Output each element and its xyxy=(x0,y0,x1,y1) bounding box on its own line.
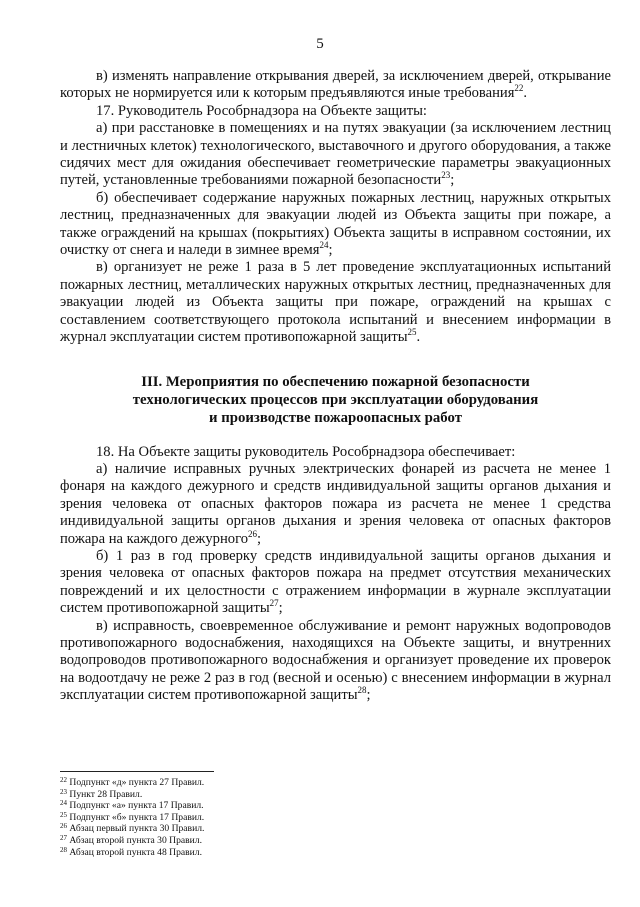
section-heading-line: технологических процессов при эксплуатации оборудования xyxy=(132,391,539,408)
paragraph-clause-18: 18. На Объекте защиты руководитель Рособрнадзора обеспечивает: xyxy=(96,443,516,460)
page-number: 5 xyxy=(316,36,324,52)
paragraph-item-b-stairs: б) обеспечивает содержание наружных пожарных лестниц, наружных открытых лестниц, предназначенных для эвакуации людей из Объекта защиты при пожаре, а также ограждений на крышах (покрытиях) Объекта защиты в исправном состоянии, их очистку от снега и наледи в зимнее время$^{24}$; xyxy=(60,189,611,259)
paragraph-item-a-equipment: а) при расстановке в помещениях и на путях эвакуации (за исключением лестниц и лестничных клеток) технологического, выставочного и другого оборудования, а также сидячих мест для ожидания обеспечивает геометрические параметры эвакуационных путей, установленные требованиями пожарной безопасности$^{23}$; xyxy=(60,120,611,189)
section-heading xyxy=(60,373,611,427)
footnote-ref: 26 xyxy=(248,528,257,539)
footnote-ref: 25 xyxy=(407,327,417,338)
footnote-divider xyxy=(60,771,214,772)
paragraph-item-v-tests: в) организует не реже 1 раза в 5 лет проведение эксплуатационных испытаний пожарных лестниц, металлических наружных открытых лестниц, предназначенных для эвакуации людей из Объекта защиты при пожаре, ограждений на крышах с составлением соответствующего протокола испытаний и внесением информации в журнал эксплуатации систем противопожарной защиты$^{25}$. xyxy=(60,259,611,346)
paragraph-item-a-flashlights: а) наличие исправных ручных электрических фонарей из расчета не менее 1 фонаря на каждого дежурного и средств индивидуальной защиты органов дыхания и зрения человека от опасных факторов пожара из расчета не менее 1 средства индивидуальной защиты органов дыхания и зрения человека от опасных факторов пожара на каждого дежурного$^{26}$; xyxy=(60,460,611,547)
footnote-item: $^{26}$ Абзац первый пункта 30 Правил. xyxy=(60,822,205,835)
footnote-item: $^{27}$ Абзац второй пункта 30 Правил. xyxy=(60,833,202,846)
section-heading-line: и производстве пожароопасных работ xyxy=(209,409,462,426)
footnote-item: $^{23}$ Пункт 28 Правил. xyxy=(60,787,143,800)
footnote-ref: 28 xyxy=(357,685,367,696)
footnote-item: $^{28}$ Абзац второй пункта 48 Правил. xyxy=(60,845,202,858)
footnote-ref: 22 xyxy=(514,83,524,94)
paragraph-item-v-doors: в) изменять направление открывания дверей, за исключением дверей, открывание которых не нормируется или к которым предъявляются иные требования$^{22}$. xyxy=(60,68,611,102)
footnote-ref: 23 xyxy=(441,170,451,181)
footnote-ref: 27 xyxy=(269,598,279,609)
footnotes-list xyxy=(60,777,460,858)
section-heading-line: III. Мероприятия по обеспечению пожарной безопасности xyxy=(141,373,530,390)
paragraph-item-v-water-supply: в) исправность, своевременное обслуживание и ремонт наружных водопроводов противопожарного водоснабжения, находящихся на Объекте защиты, и внутренних водопроводов противопожарного водоснабжения и организует проведение их проверок на водоотдачу не реже 2 раз в год (весной и осенью) с внесением информации в журнал эксплуатации систем противопожарной защиты$^{28}$; xyxy=(60,617,611,704)
footnote-item: $^{25}$ Подпункт «б» пункта 17 Правил. xyxy=(60,810,205,823)
footnote-ref: 24 xyxy=(319,240,329,251)
paragraph-item-b-ppe-check: б) 1 раз в год проверку средств индивидуальной защиты органов дыхания и зрения человека от опасных факторов пожара на предмет отсутствия механических повреждений и их целостности с отражением информации в журнале эксплуатации систем противопожарной защиты$^{27}$; xyxy=(60,547,611,617)
footnote-item: $^{24}$ Подпункт «а» пункта 17 Правил. xyxy=(60,799,204,812)
paragraph-clause-17: 17. Руководитель Рособрнадзора на Объекте защиты: xyxy=(96,102,427,119)
footnote-item: $^{22}$ Подпункт «д» пункта 27 Правил. xyxy=(60,776,205,788)
document-body xyxy=(60,68,611,705)
